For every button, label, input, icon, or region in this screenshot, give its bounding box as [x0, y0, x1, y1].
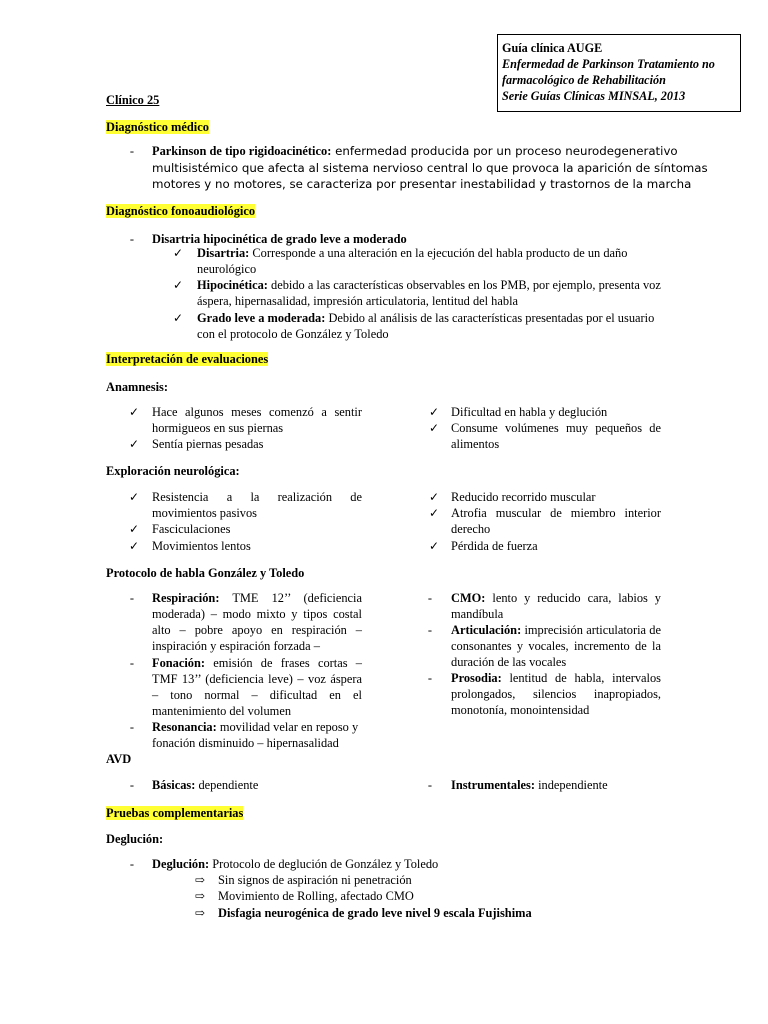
bullet-dash: -: [427, 623, 433, 637]
fon-line-4: mantenimiento del volumen: [152, 704, 292, 718]
check-icon: ✓: [172, 246, 184, 260]
bullet-dash: -: [129, 857, 135, 871]
dx-medico-line-2: multisistémico que afecta al sistema nervioso central lo que provoca la aparición de síntomas: [152, 161, 708, 175]
deglucion-item-1: Sin signos de aspiración ni penetración: [218, 873, 412, 887]
check-icon: ✓: [128, 490, 140, 504]
avd-basicas: [152, 777, 258, 793]
section-heading: Diagnóstico fonoaudiológico: [106, 204, 256, 218]
guide-title: Guía clínica AUGE: [502, 41, 603, 55]
fon-line-2: TMF 13’’ (deficiencia leve) – voz áspera: [152, 672, 362, 686]
neuro-right-2: Atrofia muscular de miembro interior: [451, 506, 661, 520]
dx-fono-item-1-cont: neurológico: [197, 262, 257, 276]
avd-title: AVD: [106, 752, 132, 766]
section-diagnostico-medico: [106, 119, 209, 135]
term: Fonación:: [152, 656, 206, 670]
neuro-title: Exploración neurológica:: [106, 464, 240, 478]
art-line-2: consonantes y vocales, incremento de la: [451, 639, 661, 653]
neuro-left-1: Resistencia a la realización de: [152, 490, 362, 504]
resp-line-3: alto – pobre apoyo en respiración –: [152, 623, 362, 637]
definition: lento y reducido cara, labios y: [492, 591, 661, 605]
definition: emisión de frases cortas –: [213, 656, 362, 670]
neuro-left-2: Fasciculaciones: [152, 522, 231, 536]
definition: lentitud de habla, intervalos: [509, 671, 661, 685]
definition: debido a las características observables en los PMB, por ejemplo, presenta voz: [271, 278, 661, 292]
arrow-right-icon: ⇨: [194, 889, 206, 903]
resp-line-1: [152, 590, 362, 606]
term: Deglución:: [152, 857, 210, 871]
pros-line-2: prolongados, silencios inapropiados,: [451, 687, 661, 701]
neuro-left-3: Movimientos lentos: [152, 539, 251, 553]
check-icon: ✓: [428, 421, 440, 435]
neuro-left-1-cont: movimientos pasivos: [152, 506, 257, 520]
deglucion-item-3: Disfagia neurogénica de grado leve nivel 9 escala Fujishima: [218, 906, 532, 920]
term: Prosodia:: [451, 671, 502, 685]
check-icon: ✓: [428, 405, 440, 419]
check-icon: ✓: [428, 490, 440, 504]
check-icon: ✓: [128, 437, 140, 451]
pros-line-1: [451, 670, 661, 686]
bullet-dash: -: [129, 591, 135, 605]
bullet-dash: -: [129, 144, 135, 158]
neuro-right-3: Pérdida de fuerza: [451, 539, 538, 553]
definition: imprecisión articulatoria de: [524, 623, 661, 637]
dx-medico-line-1: [152, 143, 678, 159]
check-icon: ✓: [128, 522, 140, 536]
bullet-dash: -: [129, 720, 135, 734]
section-diagnostico-fono: [106, 203, 255, 219]
arrow-right-icon: ⇨: [194, 906, 206, 920]
term: Respiración:: [152, 591, 220, 605]
fon-line-1: [152, 655, 362, 671]
deglucion-item-2: Movimiento de Rolling, afectado CMO: [218, 889, 414, 903]
dx-fono-main: Disartria hipocinética de grado leve a moderado: [152, 232, 407, 246]
term: Disartria:: [197, 246, 250, 260]
term: Grado leve a moderada:: [197, 311, 326, 325]
value: independiente: [538, 778, 608, 792]
definition: Corresponde a una alteración en la ejecución del habla producto de un daño: [252, 246, 628, 260]
value: dependiente: [198, 778, 259, 792]
bullet-dash: -: [129, 656, 135, 670]
anamnesis-left-1-cont: hormigueos en sus piernas: [152, 421, 284, 435]
art-line-1: [451, 622, 661, 638]
anamnesis-right-2: Consume volúmenes muy pequeños de: [451, 421, 661, 435]
fon-line-3: – tono normal – dificultad en el: [152, 688, 362, 702]
bullet-dash: -: [427, 671, 433, 685]
reso-line-2: fonación disminuido – hipernasalidad: [152, 736, 339, 750]
value: Protocolo de deglución de González y Toledo: [212, 857, 439, 871]
section-heading: Pruebas complementarias: [106, 806, 244, 820]
anamnesis-left-2: Sentía piernas pesadas: [152, 437, 264, 451]
term: CMO:: [451, 591, 486, 605]
case-title: Clínico 25: [106, 93, 160, 107]
deglucion-line: [152, 856, 438, 872]
term: Parkinson de tipo rigidoacinético:: [152, 144, 332, 158]
section-interpretacion: [106, 351, 268, 367]
pros-line-3: monotonía, monointensidad: [451, 703, 590, 717]
section-heading: Interpretación de evaluaciones: [106, 352, 269, 366]
definition: Debido al análisis de las características presentadas por el usuario: [328, 311, 655, 325]
term: Hipocinética:: [197, 278, 268, 292]
resp-line-4: inspiración y espiración forzada –: [152, 639, 320, 653]
cmo-line-1: [451, 590, 661, 606]
check-icon: ✓: [128, 539, 140, 553]
neuro-right-2-cont: derecho: [451, 522, 491, 536]
anamnesis-left-1: Hace algunos meses comenzó a sentir: [152, 405, 362, 419]
check-icon: ✓: [428, 539, 440, 553]
term: Articulación:: [451, 623, 522, 637]
definition: movilidad velar en reposo y: [219, 720, 359, 734]
bullet-dash: -: [129, 778, 135, 792]
term: Básicas:: [152, 778, 196, 792]
term: Instrumentales:: [451, 778, 535, 792]
anamnesis-right-1: Dificultad en habla y deglución: [451, 405, 608, 419]
dx-fono-item-3-cont: con el protocolo de González y Toledo: [197, 327, 389, 341]
definition: TME 12’’ (deficiencia: [232, 591, 362, 605]
art-line-3: duración de las vocales: [451, 655, 567, 669]
guide-series: Serie Guías Clínicas MINSAL, 2013: [502, 89, 686, 103]
arrow-right-icon: ⇨: [194, 873, 206, 887]
bullet-dash: -: [427, 778, 433, 792]
guide-subtitle-1: Enfermedad de Parkinson Tratamiento no: [502, 57, 715, 71]
dx-fono-item-3: [197, 310, 654, 326]
dx-fono-item-2-cont: áspera, hipernasalidad, impresión articulatoria, lentitud del habla: [197, 294, 519, 308]
neuro-right-1: Reducido recorrido muscular: [451, 490, 596, 504]
reso-line-1: [152, 719, 358, 735]
protocolo-title: Protocolo de habla González y Toledo: [106, 566, 305, 580]
anamnesis-title: Anamnesis:: [106, 380, 168, 394]
bullet-dash: -: [427, 591, 433, 605]
guide-subtitle-2: farmacológico de Rehabilitación: [502, 73, 666, 87]
check-icon: ✓: [128, 405, 140, 419]
check-icon: ✓: [428, 506, 440, 520]
anamnesis-right-2-cont: alimentos: [451, 437, 500, 451]
dx-fono-item-2: [197, 277, 661, 293]
definition: enfermedad producida por un proceso neurodegenerativo: [335, 144, 678, 158]
bullet-dash: -: [129, 232, 135, 246]
guide-reference-box: [497, 34, 741, 112]
term: Resonancia:: [152, 720, 217, 734]
section-pruebas: [106, 805, 243, 821]
dx-medico-line-3: motores y no motores, se caracteriza por presentar inestabilidad y trastornos de la marcha: [152, 177, 692, 191]
check-icon: ✓: [172, 278, 184, 292]
deglucion-subtitle: Deglución:: [106, 832, 164, 846]
resp-line-2: moderada) – modo mixto y tipos costal: [152, 607, 362, 621]
cmo-line-2: mandíbula: [451, 607, 504, 621]
check-icon: ✓: [172, 311, 184, 325]
dx-fono-item-1: [197, 245, 627, 261]
avd-instrumentales: [451, 777, 608, 793]
section-heading: Diagnóstico médico: [106, 120, 209, 134]
